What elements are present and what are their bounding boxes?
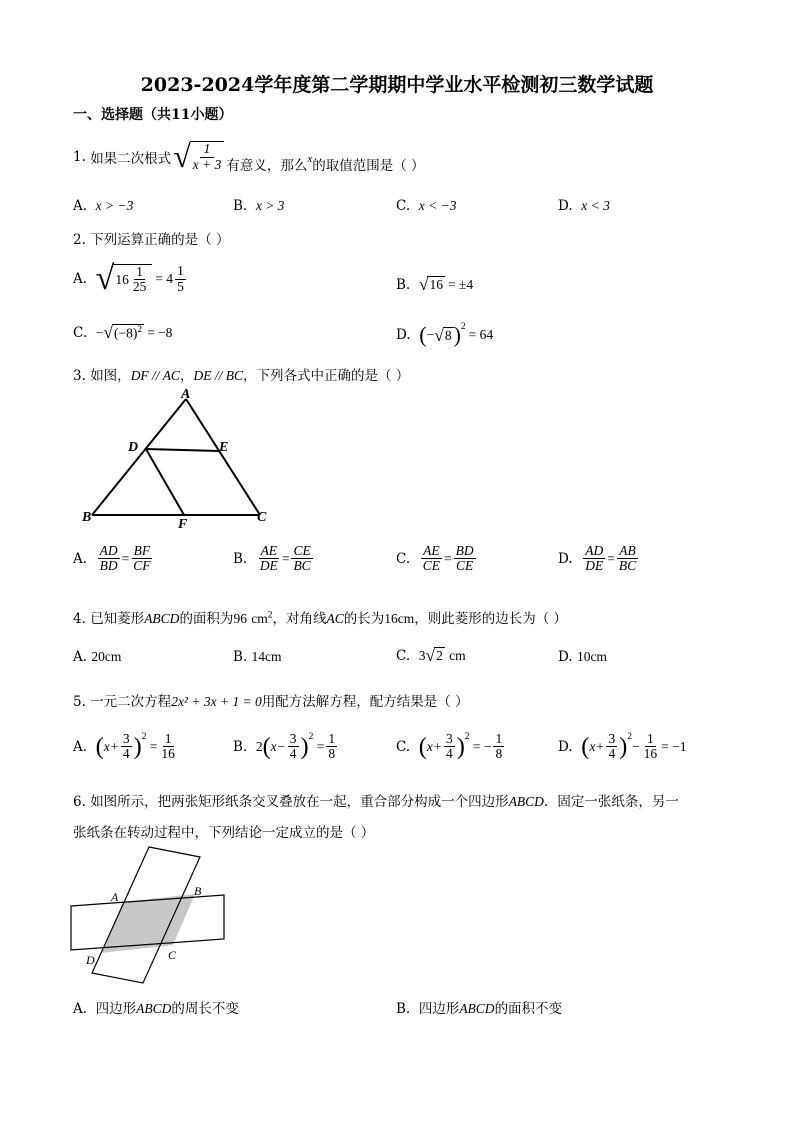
strips-figure [68, 843, 230, 986]
q1-option-c[interactable]: C. x < −3 [396, 198, 457, 214]
q5-option-b[interactable]: B. 2 ( x− $\frac{3}{4}$ ) $^2$ = $\frac{1}{8}$ [233, 731, 336, 762]
question-6-line-2: 张纸条在转动过程中，下列结论一定成立的是（ ） [73, 825, 375, 841]
q3-option-d[interactable]: D. $\frac{AD}{DE}$ = $\frac{AB}{BC}$ [558, 543, 637, 574]
radical-expression: √ 1 x + 3 [173, 138, 224, 175]
q4-option-c[interactable]: C. 3 √ 2 cm [396, 645, 466, 665]
q6-option-b[interactable]: B. 四边形ABCD的面积不变 [396, 1001, 563, 1017]
label-a: A [111, 890, 119, 904]
segment-ac [186, 399, 260, 515]
q4-option-a[interactable]: A. 20cm [73, 649, 122, 665]
q2-option-d[interactable]: D. ( − √ 8 ) $^2$ = 64 [396, 322, 494, 347]
q3-option-a[interactable]: A. $\frac{AD}{BD}$ = $\frac{BF}{CF}$ [73, 543, 151, 574]
page-title: 2023-2024学年度第二学期期中学业水平检测初三数学试题 [140, 74, 654, 96]
q1-option-d[interactable]: D. x < 3 [558, 198, 610, 214]
q3-option-c[interactable]: C. $\frac{AE}{CE}$ = $\frac{BD}{CE}$ [396, 543, 474, 574]
label-b: B [194, 884, 202, 898]
question-6-line-1: 6. 如图所示，把两张矩形纸条交叉叠放在一起，重合部分构成一个四边形ABCD．固定一张纸条，另一 [73, 794, 679, 810]
question-5-stem: 5. 一元二次方程2x² + 3x + 1 = 0用配方法解方程，配方结果是（ ） [73, 694, 469, 710]
q5-option-c[interactable]: C. ( x+ $\frac{3}{4}$ ) $^2$ = − $\frac{1}{8}$ [396, 731, 503, 762]
q1-option-a[interactable]: A. x > −3 [73, 198, 134, 214]
segment-de [146, 449, 219, 451]
question-4-stem: 4. 已知菱形ABCD的面积为96 $cm^2$，对角线AC的长为16cm，则此菱形的边长为（ ） [73, 610, 568, 627]
label-a: A [181, 387, 191, 402]
label-c: C [168, 948, 177, 962]
q3-option-b[interactable]: B. $\frac{AE}{DE}$ = $\frac{CE}{BC}$ [233, 543, 311, 574]
question-2-stem: 2. 下列运算正确的是（ ） [73, 232, 230, 248]
q4-option-b[interactable]: B. 14cm [233, 649, 282, 665]
q6-option-a[interactable]: A. 四边形ABCD的周长不变 [73, 1001, 239, 1017]
q4-option-d[interactable]: D. 10cm [558, 649, 607, 665]
label-c: C [257, 510, 267, 525]
q2-option-b[interactable]: B. √ 16 = ±4 [396, 274, 474, 294]
label-d: D [128, 440, 139, 455]
q5-option-a[interactable]: A. ( x+ $\frac{3}{4}$ ) $^2$ = $\frac{1}{16}$ [73, 731, 175, 762]
label-e: E [219, 440, 229, 455]
question-1-stem: 1. 如果二次根式 √ 1 x + 3 有意义，那么 x 的取值范围是（ ） [73, 138, 425, 174]
q2-option-c[interactable]: C. − √ $(-8)^2$ = −8 [73, 322, 173, 342]
triangle-figure [80, 385, 280, 530]
segment-ab [92, 399, 186, 515]
segment-df [146, 449, 184, 515]
section-heading: 一、选择题（共11小题） [73, 107, 233, 123]
question-3-stem: 3. 如图，DF // AC，DE // BC，下列各式中正确的是（ ） [73, 368, 410, 384]
q2-option-a[interactable]: A. √ 16 $\frac{1}{25}$ = 4 $\frac{1}{5}$ [73, 260, 184, 297]
label-b: B [82, 510, 92, 525]
label-d: D [86, 953, 95, 967]
label-f: F [178, 517, 188, 530]
q5-option-d[interactable]: D. ( x+ $\frac{3}{4}$ ) $^2$ − $\frac{1}{16}$ = −1 [558, 731, 687, 762]
q1-option-b[interactable]: B. x > 3 [233, 198, 285, 214]
